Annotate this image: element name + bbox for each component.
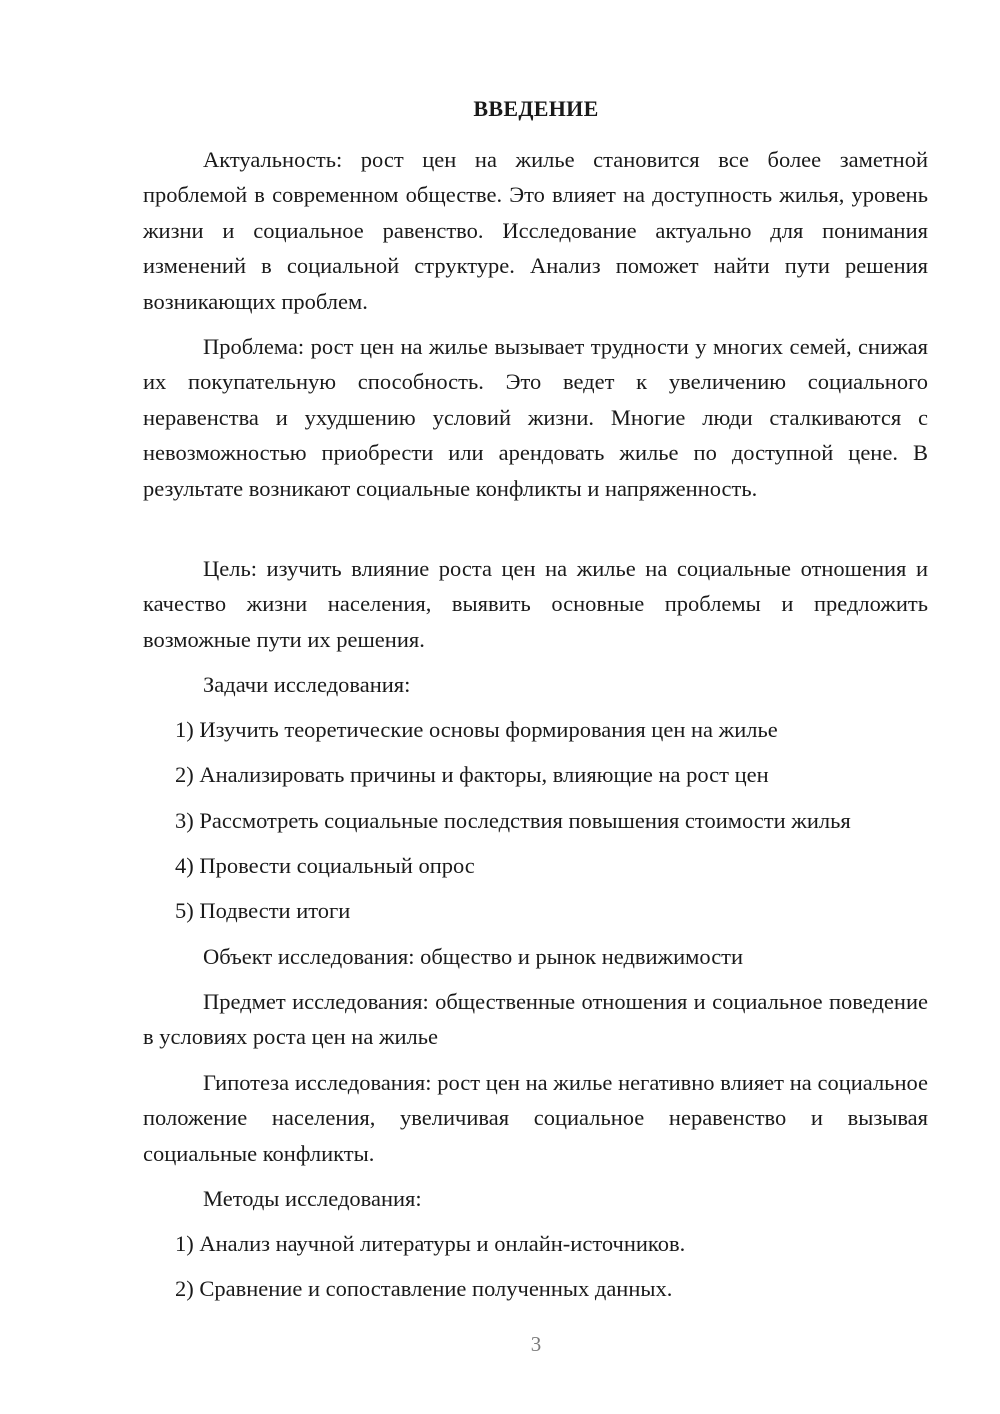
method-item: 1) Анализ научной литературы и онлайн-источников. xyxy=(175,1231,686,1256)
hypothesis-paragraph: Гипотеза исследования: рост цен на жилье негативно влияет на социальное положение населения, увеличивая социальное неравенство и вызывая социальные конфликты. xyxy=(143,1070,928,1166)
relevance-paragraph: Актуальность: рост цен на жилье становится все более заметной проблемой в современном обществе. Это влияет на доступность жилья, уровень жизни и социальное равенство. Исследование актуально для понимания изменений в социальной структуре. Анализ поможет найти пути решения возникающих проблем. xyxy=(143,147,928,314)
object-line: Объект исследования: общество и рынок недвижимости xyxy=(203,944,744,969)
tasks-heading: Задачи исследования: xyxy=(203,672,411,697)
goal-paragraph: Цель: изучить влияние роста цен на жилье на социальные отношения и качество жизни населения, выявить основные проблемы и предложить возможные пути их решения. xyxy=(143,556,928,652)
problem-paragraph: Проблема: рост цен на жилье вызывает трудности у многих семей, снижая их покупательную способность. Это ведет к увеличению социального неравенства и ухудшению условий жизни. Многие люди сталкиваются с невозможностью приобрести или арендовать жилье по доступной цене. В результате возникают социальные конфликты и напряженность. xyxy=(143,334,928,501)
task-item: 4) Провести социальный опрос xyxy=(175,853,475,878)
page-title: ВВЕДЕНИЕ xyxy=(473,96,599,121)
task-item: 1) Изучить теоретические основы формирования цен на жилье xyxy=(175,717,778,742)
subject-paragraph: Предмет исследования: общественные отношения и социальное поведение в условиях роста цен на жилье xyxy=(143,989,928,1050)
method-item: 2) Сравнение и сопоставление полученных данных. xyxy=(175,1276,673,1301)
task-item: 3) Рассмотреть социальные последствия повышения стоимости жилья xyxy=(175,808,851,833)
page-number: 3 xyxy=(530,1332,542,1356)
task-item: 2) Анализировать причины и факторы, влияющие на рост цен xyxy=(175,762,769,787)
task-item: 5) Подвести итоги xyxy=(175,898,351,923)
methods-heading: Методы исследования: xyxy=(203,1186,422,1211)
